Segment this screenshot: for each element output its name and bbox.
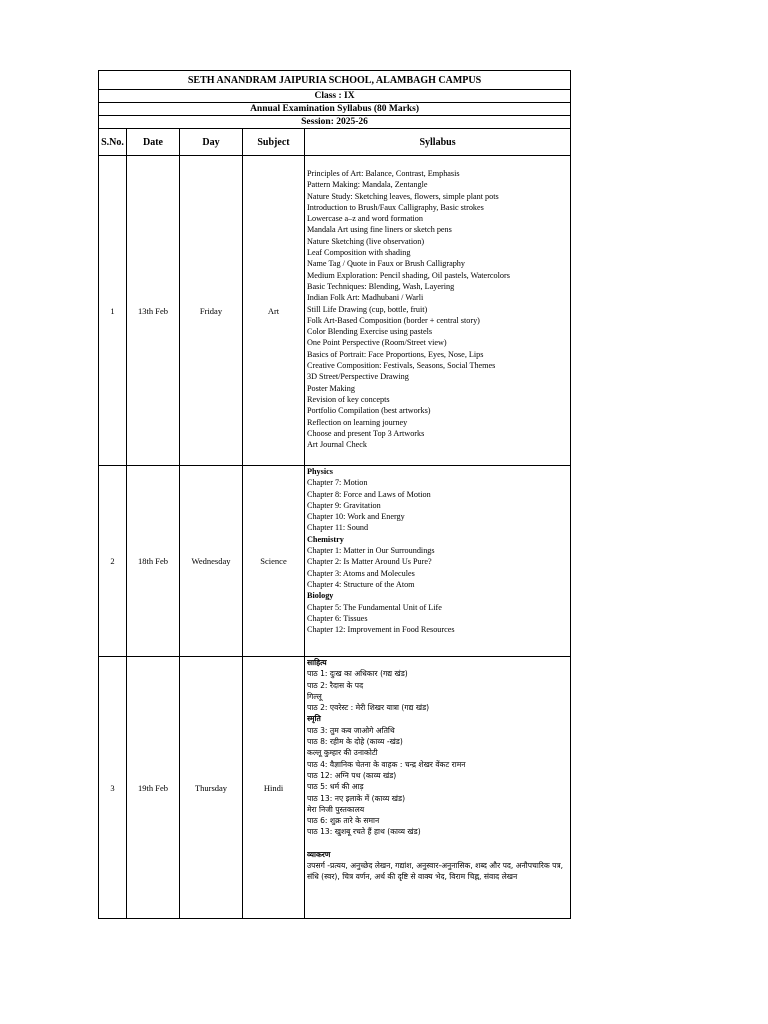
syllabus-line: पाठ 6: शुक्र तारे के समान bbox=[307, 816, 380, 826]
row-date: 13th Feb bbox=[127, 156, 180, 466]
syllabus-line: Creative Composition: Festivals, Seasons, Social Themes bbox=[307, 361, 496, 371]
syllabus-line: Indian Folk Art: Madhubani / Warli bbox=[307, 293, 424, 303]
table-row bbox=[99, 156, 571, 466]
header-date: Date bbox=[127, 129, 180, 156]
syllabus-line: पाठ 5: धर्म की आड़ bbox=[307, 782, 364, 792]
syllabus-line: Nature Sketching (live observation) bbox=[307, 236, 425, 246]
syllabus-line: Mandala Art using fine liners or sketch pens bbox=[307, 225, 452, 235]
syllabus-table bbox=[98, 70, 571, 919]
row-subject: Science bbox=[243, 466, 305, 657]
syllabus-line: पाठ 4: वैज्ञानिक चेतना के वाहक : चन्द्र शेखर वेंकट रामन bbox=[307, 759, 466, 769]
syllabus-line: Name Tag / Quote in Faux or Brush Calligraphy bbox=[307, 259, 465, 269]
syllabus-line: Reflection on learning journey bbox=[307, 417, 408, 427]
syllabus-line: कल्लू कुम्हार की उनाकोटी bbox=[307, 748, 378, 758]
class-label: Class : IX bbox=[99, 90, 571, 103]
section-heading-vyakaran: व्याकरण bbox=[307, 849, 331, 859]
syllabus-line: Introduction to Brush/Faux Calligraphy, Basic strokes bbox=[307, 202, 484, 212]
syllabus-line: Basic Techniques: Blending, Wash, Layering bbox=[307, 281, 455, 291]
syllabus-line: पाठ 13: खुशबू रचते हैं हाथ (काव्य खंड) bbox=[307, 827, 421, 837]
syllabus-line: Revision of key concepts bbox=[307, 394, 390, 404]
school-name: SETH ANANDRAM JAIPURIA SCHOOL, ALAMBAGH CAMPUS bbox=[99, 71, 571, 90]
section-heading-biology: Biology bbox=[307, 591, 334, 601]
syllabus-line: Basics of Portrait: Face Proportions, Eyes, Nose, Lips bbox=[307, 349, 484, 359]
syllabus-line: Nature Study: Sketching leaves, flowers, simple plant pots bbox=[307, 191, 499, 201]
header-sno: S.No. bbox=[99, 129, 127, 156]
syllabus-line: One Point Perspective (Room/Street view) bbox=[307, 338, 447, 348]
section-heading-smriti: स्मृति bbox=[307, 714, 321, 724]
row-sno: 3 bbox=[99, 657, 127, 919]
syllabus-line: Principles of Art: Balance, Contrast, Emphasis bbox=[307, 169, 460, 178]
exam-title: Annual Examination Syllabus (80 Marks) bbox=[99, 103, 571, 116]
syllabus-line: Lowercase a–z and word formation bbox=[307, 214, 423, 224]
row-syllabus bbox=[305, 156, 571, 466]
session-label: Session: 2025-26 bbox=[99, 116, 571, 129]
syllabus-line: Chapter 1: Matter in Our Surroundings bbox=[307, 546, 435, 556]
syllabus-line: Chapter 2: Is Matter Around Us Pure? bbox=[307, 557, 432, 567]
syllabus-line: Chapter 5: The Fundamental Unit of Life bbox=[307, 602, 442, 612]
syllabus-line: पाठ 13: नए इलाके में (काव्य खंड) bbox=[307, 793, 406, 803]
syllabus-line: Medium Exploration: Pencil shading, Oil pastels, Watercolors bbox=[307, 270, 510, 280]
syllabus-line: Portfolio Compilation (best artworks) bbox=[307, 406, 431, 416]
syllabus-line: पाठ 2: रैदास के पद bbox=[307, 680, 364, 690]
syllabus-line: पाठ 2: एवरेस्ट : मेरी शिखर यात्रा (गद्य खंड) bbox=[307, 703, 430, 713]
syllabus-line: Chapter 7: Motion bbox=[307, 478, 368, 488]
syllabus-line: Still Life Drawing (cup, bottle, fruit) bbox=[307, 304, 428, 314]
syllabus-line: Pattern Making: Mandala, Zentangle bbox=[307, 180, 428, 190]
syllabus-line: Chapter 11: Sound bbox=[307, 523, 369, 533]
syllabus-line: Chapter 4: Structure of the Atom bbox=[307, 579, 415, 589]
syllabus-line: मेरा निजी पुस्तकालय bbox=[307, 804, 365, 814]
syllabus-line: Color Blending Exercise using pastels bbox=[307, 327, 433, 337]
syllabus-line: Chapter 6: Tissues bbox=[307, 613, 368, 623]
syllabus-line: पाठ 3: तुम कब जाओगे अतिथि bbox=[307, 725, 395, 735]
row-day: Thursday bbox=[180, 657, 243, 919]
row-subject: Hindi bbox=[243, 657, 305, 919]
row-sno: 1 bbox=[99, 156, 127, 466]
syllabus-line: Chapter 12: Improvement in Food Resources bbox=[307, 625, 455, 635]
row-syllabus bbox=[305, 466, 571, 657]
syllabus-line: पाठ 12: अग्नि पथ (काव्य खंड) bbox=[307, 770, 397, 780]
syllabus-line: Art Journal Check bbox=[307, 440, 368, 450]
header-subject: Subject bbox=[243, 129, 305, 156]
syllabus-line: पाठ 8: रहीम के दोहे (काव्य -खंड) bbox=[307, 737, 403, 747]
syllabus-line: पाठ 1: दुःख का अधिकार (गद्य खंड) bbox=[307, 669, 408, 679]
row-date: 18th Feb bbox=[127, 466, 180, 657]
row-syllabus bbox=[305, 657, 571, 919]
syllabus-line: Poster Making bbox=[307, 383, 355, 393]
row-day: Wednesday bbox=[180, 466, 243, 657]
syllabus-line: Chapter 3: Atoms and Molecules bbox=[307, 568, 415, 578]
syllabus-line: Leaf Composition with shading bbox=[307, 248, 411, 258]
row-day: Friday bbox=[180, 156, 243, 466]
syllabus-line: Chapter 9: Gravitation bbox=[307, 500, 381, 510]
syllabus-line: गिल्लू bbox=[307, 691, 322, 701]
table-row bbox=[99, 657, 571, 919]
table-row bbox=[99, 466, 571, 657]
column-header-row bbox=[99, 129, 571, 156]
section-heading-physics: Physics bbox=[307, 467, 333, 476]
syllabus-line: Folk Art-Based Composition (border + central story) bbox=[307, 315, 480, 325]
header-day: Day bbox=[180, 129, 243, 156]
row-date: 19th Feb bbox=[127, 657, 180, 919]
syllabus-line: 3D Street/Perspective Drawing bbox=[307, 372, 409, 382]
section-heading-chemistry: Chemistry bbox=[307, 534, 344, 544]
header-syllabus: Syllabus bbox=[305, 129, 571, 156]
section-heading-sahitya: साहित्य bbox=[307, 658, 327, 667]
syllabus-line: Choose and present Top 3 Artworks bbox=[307, 428, 425, 438]
spacer bbox=[307, 838, 568, 849]
row-subject: Art bbox=[243, 156, 305, 466]
syllabus-paragraph: उपसर्ग -प्रत्यय, अनुच्छेद लेखन, गद्यांश, अनुस्वार-अनुनासिक, शब्द और पद, अनौपचारिक पत्र, संधि (स्वर), चित्र वर्णन, अर्थ की दृष्टि से वाक्य भेद, विराम चिह्न, संवाद लेखन bbox=[307, 861, 564, 882]
row-sno: 2 bbox=[99, 466, 127, 657]
syllabus-line: Chapter 10: Work and Energy bbox=[307, 512, 405, 522]
syllabus-line: Chapter 8: Force and Laws of Motion bbox=[307, 489, 431, 499]
